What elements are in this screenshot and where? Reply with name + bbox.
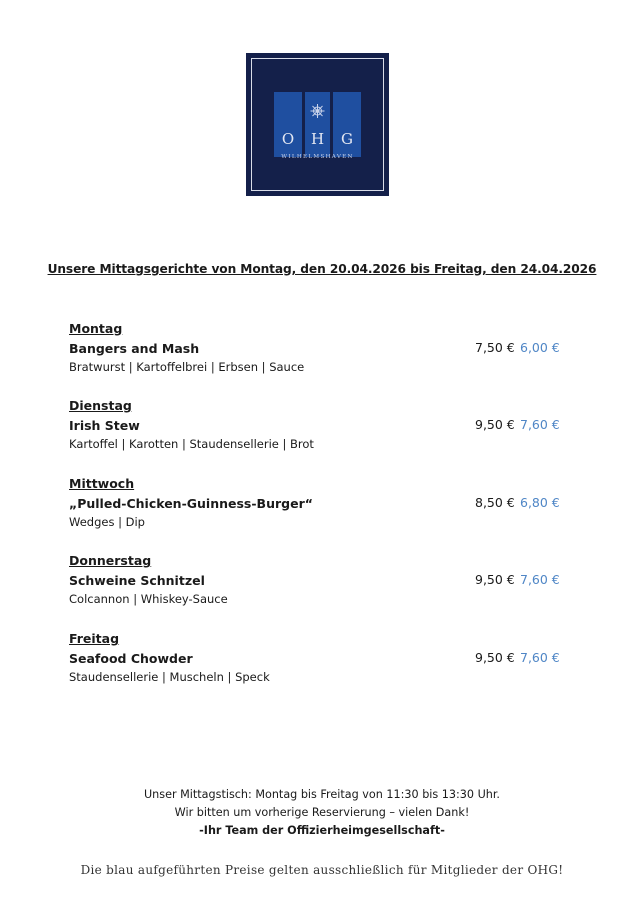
dish-row [69, 570, 569, 589]
dish-name: Irish Stew [69, 418, 140, 433]
member-price: 7,60 € [520, 650, 560, 665]
day-name: Montag [69, 321, 123, 336]
dish-row [69, 648, 569, 667]
ohg-logo [246, 53, 389, 196]
member-price: 6,00 € [520, 340, 560, 355]
day-block-montag [69, 319, 569, 377]
price: 9,50 € [475, 417, 515, 432]
reservation-note: Wir bitten um vorherige Reservierung – vielen Dank! [174, 806, 470, 819]
dish-description: Wedges | Dip [69, 515, 145, 529]
price: 7,50 € [475, 340, 515, 355]
logo-letter-o: O [281, 130, 295, 148]
dish-description: Staudensellerie | Muscheln | Speck [69, 670, 270, 684]
day-name: Donnerstag [69, 553, 152, 568]
price: 9,50 € [475, 572, 515, 587]
dish-row [69, 415, 569, 434]
logo-letter-g: G [341, 130, 353, 148]
dish-row [69, 338, 569, 357]
member-price: 7,60 € [520, 572, 560, 587]
day-name: Dienstag [69, 398, 132, 413]
day-block-donnerstag [69, 551, 569, 609]
menu-heading: Unsere Mittagsgerichte von Montag, den 20.04.2026 bis Freitag, den 24.04.2026 [47, 262, 597, 276]
ship-wheel-icon [311, 104, 325, 118]
dish-name: Seafood Chowder [69, 651, 193, 666]
day-block-dienstag [69, 396, 569, 454]
price: 8,50 € [475, 495, 515, 510]
member-price: 7,60 € [520, 417, 560, 432]
dish-description: Colcannon | Whiskey-Sauce [69, 592, 228, 606]
dish-name: Bangers and Mash [69, 341, 200, 356]
footer-info [0, 786, 644, 840]
dish-name: „Pulled-Chicken-Guinness-Burger“ [69, 496, 313, 511]
logo-subtext: WILHELMSHAVEN [281, 154, 354, 160]
dish-description: Bratwurst | Kartoffelbrei | Erbsen | Sauce [69, 360, 305, 374]
member-price: 6,80 € [520, 495, 560, 510]
dish-row [69, 493, 569, 512]
price: 9,50 € [475, 650, 515, 665]
member-price-note: Die blau aufgeführten Preise gelten ausschließlich für Mitglieder der OHG! [80, 863, 564, 877]
dish-name: Schweine Schnitzel [69, 573, 205, 588]
logo-graphic [246, 53, 389, 196]
day-name: Freitag [69, 631, 120, 646]
day-block-mittwoch [69, 474, 569, 532]
day-block-freitag [69, 629, 569, 687]
logo-letter-h: H [310, 130, 325, 148]
team-signature: -Ihr Team der Offizierheimgesellschaft- [199, 824, 445, 837]
day-name: Mittwoch [69, 476, 135, 491]
opening-hours: Unser Mittagstisch: Montag bis Freitag von 11:30 bis 13:30 Uhr. [143, 788, 500, 801]
dish-description: Kartoffel | Karotten | Staudensellerie | Brot [69, 437, 314, 451]
